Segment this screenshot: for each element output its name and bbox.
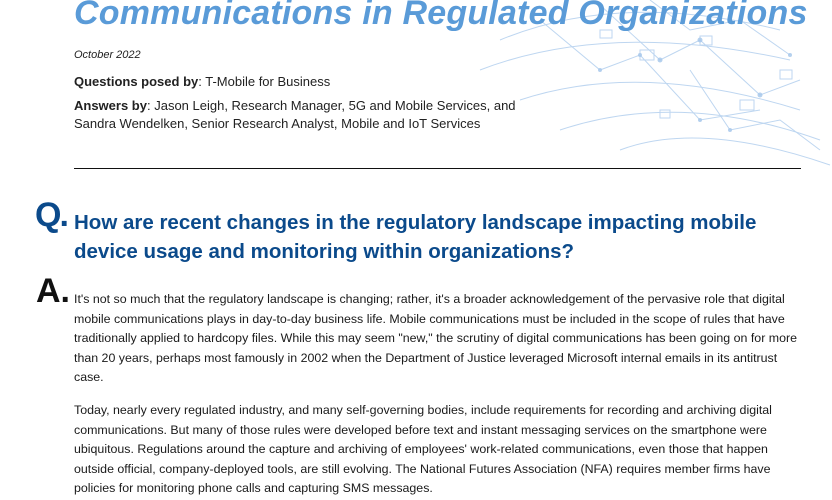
answer-paragraph-1: It's not so much that the regulatory landscape is changing; rather, it's a broader acknowledgement of the pervasive role that digital mobile communications plays in day-to-day business life. Mobile communications must be included in the scope of rules that have traditionally applied to hardcopy files. While this may seem "new," the scrutiny of digital communications has been going on for more than 20 years, perhaps most famously in 2002 when the Department of Justice leveraged Microsoft internal emails in its antitrust case. [74, 292, 798, 384]
answer-paragraph-2: Today, nearly every regulated industry, and many self-governing bodies, include requirements for recording and archiving digital communications. But many of those rules were developed before text and instant messaging services on the smartphone were ubiquitous. Regulations around the capture and archiving of employees' work-related communications, even those that happen outside official, company-deployed tools, are still evolving. The National Futures Association (NFA) requires member firms have policies for monitoring phone calls and capturing SMS messages. [74, 403, 772, 495]
answers-by-value: : Jason Leigh, Research Manager, 5G and Mobile Services, and Sandra Wendelken, Senior Research Analyst, Mobile and IoT Services [74, 98, 516, 131]
questions-posed-value: : T-Mobile for Business [198, 74, 331, 89]
questions-posed-label: Questions posed by [74, 74, 199, 89]
document-title: Communications in Regulated Organizations [74, 0, 808, 32]
answers-by-label: Answers by [74, 98, 147, 113]
header-divider [74, 168, 801, 169]
questions-posed-line [74, 74, 330, 89]
question-text: How are recent changes in the regulatory landscape impacting mobile device usage and monitoring within organizations? [74, 211, 757, 263]
publication-date: October 2022 [74, 49, 141, 61]
question-marker: Q. [35, 196, 67, 234]
answers-by-line [74, 97, 544, 133]
answer-marker: A. [36, 272, 70, 310]
